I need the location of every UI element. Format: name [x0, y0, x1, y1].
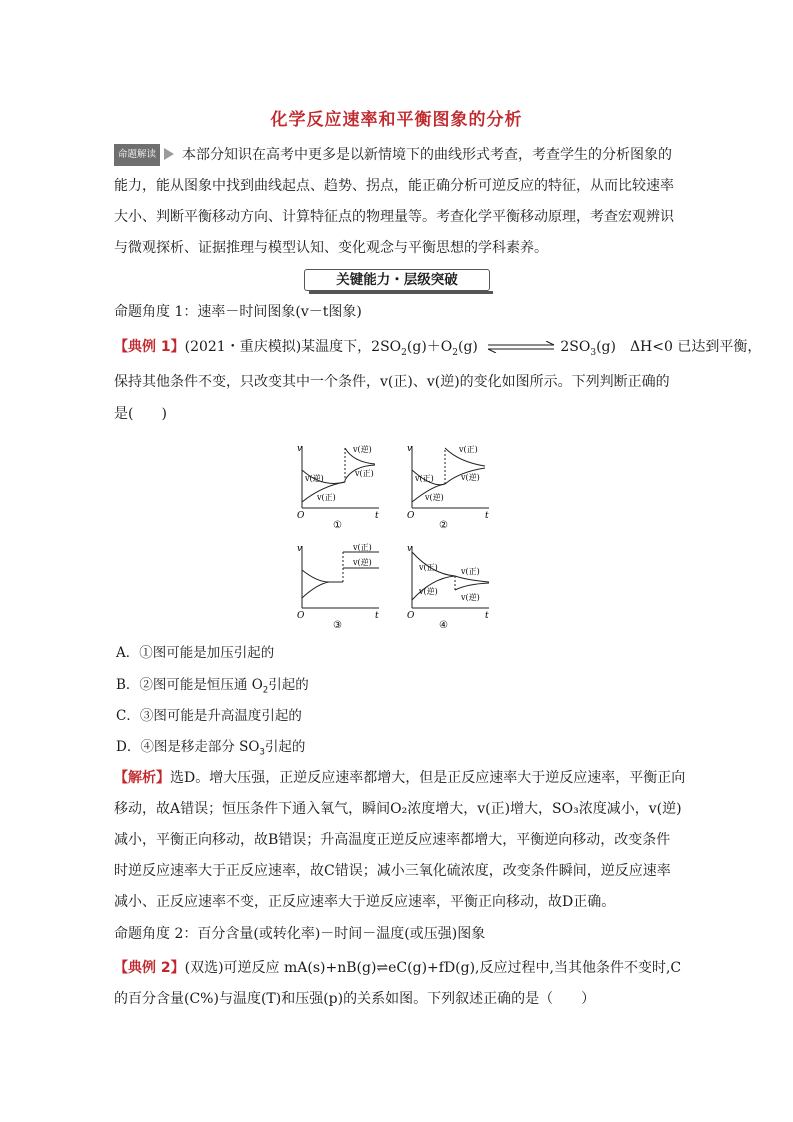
example-1-label: 【典例 1】 — [114, 339, 185, 355]
intro-line-1: 命题解读 本部分知识在高考中更多是以新情境下的曲线形式考查，考查学生的分析图象的 — [114, 145, 704, 168]
svg-text:v(逆): v(逆) — [419, 587, 438, 596]
angle-1-heading: 命题角度 1：速率－时间图象(v－t图象) — [114, 304, 362, 320]
example-1-line-2: 保持其他条件不变，只改变其中一个条件，v(正)、v(逆)的变化如图所示。下列判断正确的 — [114, 374, 670, 390]
svg-text:v(逆): v(逆) — [353, 558, 372, 567]
svg-text:③: ③ — [333, 620, 342, 628]
svg-text:v(逆): v(逆) — [461, 593, 480, 602]
svg-text:v(正): v(正) — [353, 543, 372, 552]
svg-text:v: v — [407, 544, 413, 554]
svg-text:t: t — [485, 611, 489, 621]
intro-line-3: 大小、判断平衡移动方向、计算特征点的物理量等。考查化学平衡移动原理，考查宏观辨识 — [114, 209, 674, 225]
graph-4 — [407, 544, 489, 628]
analysis-line-1: 【解析】选D。增大压强，正逆反应速率都增大，但是正反应速率大于逆反应速率，平衡正向 — [114, 770, 686, 786]
svg-text:v(正): v(正) — [415, 474, 434, 483]
analysis-label: 【解析】 — [114, 770, 170, 786]
svg-text:v(逆): v(逆) — [353, 445, 372, 454]
option-d[interactable]: D．④图是移走部分 $SO_3$引起的 — [116, 739, 306, 758]
section-banner: 关键能力・层级突破 — [304, 269, 490, 291]
svg-text:v(逆): v(逆) — [461, 473, 480, 482]
example-1-line-3: 是( ) — [114, 406, 167, 422]
example-2-label: 【典例 2】 — [114, 960, 185, 976]
page-title: 化学反应速率和平衡图象的分析 — [270, 110, 523, 130]
example-1-line-1: 【典例 1】(2021・重庆模拟)某温度下，$2SO_2(g)+O_2(g)$ $2SO_3(g)$ ΔH<0 已达到平衡， — [114, 339, 762, 358]
equilibrium-arrow-icon — [486, 341, 556, 353]
svg-text:④: ④ — [439, 620, 448, 628]
intro-tag: 命题解读 — [114, 144, 160, 166]
analysis-line-2: 移动，故A错误；恒压条件下通入氧气，瞬间O₂浓度增大，v(正)增大，SO₃浓度减小，v(逆) — [114, 801, 682, 817]
svg-text:t: t — [485, 511, 489, 521]
svg-text:O: O — [297, 611, 305, 621]
intro-line-4: 与微观探析、证据推理与模型认知、变化观念与平衡思想的学科素养。 — [114, 240, 548, 256]
svg-text:v: v — [297, 544, 303, 554]
svg-text:v(逆): v(逆) — [425, 493, 444, 502]
svg-text:t: t — [375, 511, 379, 521]
graph-3 — [297, 543, 379, 628]
graph-2 — [407, 444, 489, 531]
svg-text:v(正): v(正) — [461, 567, 480, 576]
svg-text:v: v — [297, 444, 303, 454]
option-c[interactable]: C．③图可能是升高温度引起的 — [116, 708, 302, 724]
option-a[interactable]: A．①图可能是加压引起的 — [116, 645, 275, 661]
svg-text:O: O — [407, 511, 415, 521]
intro-line-2: 能力，能从图象中找到曲线起点、趋势、拐点，能正确分析可逆反应的特征，从而比较速率 — [114, 178, 674, 194]
svg-text:t: t — [375, 611, 379, 621]
tag-arrow-icon — [164, 148, 174, 160]
example-2-line-2: 的百分含量(C%)与温度(T)和压强(p)的关系如图。下列叙述正确的是（ ） — [114, 991, 596, 1007]
rate-time-graphs — [287, 438, 507, 628]
svg-text:v(正): v(正) — [355, 469, 374, 478]
svg-text:v(正): v(正) — [459, 445, 478, 454]
analysis-line-3: 减小，平衡正向移动，故B错误；升高温度正逆反应速率都增大，平衡逆向移动，改变条件 — [114, 832, 671, 848]
example-2-line-1: 【典例 2】(双选)可逆反应 mA(s)+nB(g)⇌eC(g)+fD(g),反应过程中,当其他条件不变时,C — [114, 960, 682, 976]
svg-text:②: ② — [439, 520, 448, 531]
svg-text:O: O — [297, 511, 305, 521]
analysis-line-4: 时逆反应速率大于正反应速率，故C错误；减小三氧化硫浓度，改变条件瞬间，逆反应速率 — [114, 863, 671, 879]
svg-text:v(逆): v(逆) — [305, 474, 324, 483]
svg-text:v(正): v(正) — [317, 493, 336, 502]
angle-2-heading: 命题角度 2：百分含量(或转化率)－时间－温度(或压强)图象 — [114, 926, 486, 942]
option-b[interactable]: B．②图可能是恒压通 $O_2$引起的 — [116, 677, 309, 696]
svg-text:v: v — [407, 444, 413, 454]
svg-text:O: O — [407, 611, 415, 621]
graph-1 — [297, 444, 379, 531]
analysis-line-5: 减小、正反应速率不变，正反应速率大于逆反应速率，平衡正向移动，故D正确。 — [114, 894, 616, 910]
svg-text:v(正): v(正) — [419, 563, 438, 572]
svg-text:①: ① — [333, 520, 342, 531]
